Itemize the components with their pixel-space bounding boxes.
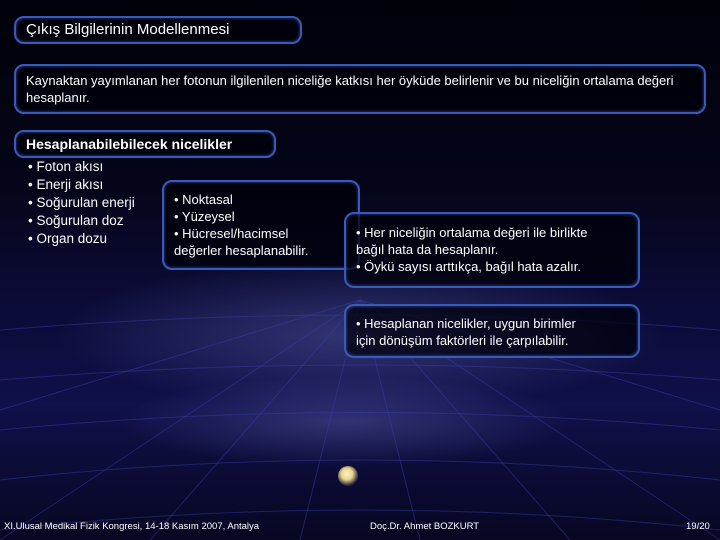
list-item: değerler hesaplanabilir. (174, 243, 309, 258)
light-orb-decoration (338, 466, 358, 486)
intro-box (14, 64, 706, 114)
list-item: • Hücresel/hacimsel (174, 226, 289, 241)
list-item: • Soğurulan enerji (28, 195, 135, 210)
quantities-heading-text: Hesaplanabilebilecek nicelikler (26, 136, 233, 152)
list-item: bağıl hata da hesaplanır. (356, 242, 499, 257)
footer-page-number: 19/20 (686, 521, 710, 532)
intro-text: Kaynaktan yayımlanan her fotonun ilgilenilen niceliğe katkısı her öyküde belirlenir ve bu niceliğin ortalama değeri hesaplanır. (26, 73, 674, 105)
list-item: • Soğurulan doz (28, 213, 124, 228)
list-item: • Noktasal (174, 192, 233, 207)
unit-conversion-box (344, 304, 640, 358)
list-item: • Organ dozu (28, 231, 108, 246)
relative-error-box (344, 212, 640, 288)
footer-conference: XI.Ulusal Medikal Fizik Kongresi, 14-18 Kasım 2007, Antalya (4, 521, 260, 532)
list-item: • Enerji akısı (28, 177, 104, 192)
list-item: • Öykü sayısı arttıkça, bağıl hata azalır. (356, 259, 581, 274)
quantities-heading (14, 130, 276, 158)
list-item: için dönüşüm faktörleri ile çarpılabilir. (356, 333, 569, 348)
quantities-list (28, 158, 135, 248)
list-item: • Yüzeysel (174, 209, 235, 224)
calculation-levels-box (162, 180, 360, 270)
list-item: • Foton akısı (28, 159, 104, 174)
list-item: • Hesaplanan nicelikler, uygun birimler (356, 316, 576, 331)
list-item: • Her niceliğin ortalama değeri ile birlikte (356, 225, 588, 240)
slide-title (14, 16, 302, 44)
footer-author: Doç.Dr. Ahmet BOZKURT (370, 521, 480, 532)
slide-title-text: Çıkış Bilgilerinin Modellenmesi (26, 21, 230, 38)
